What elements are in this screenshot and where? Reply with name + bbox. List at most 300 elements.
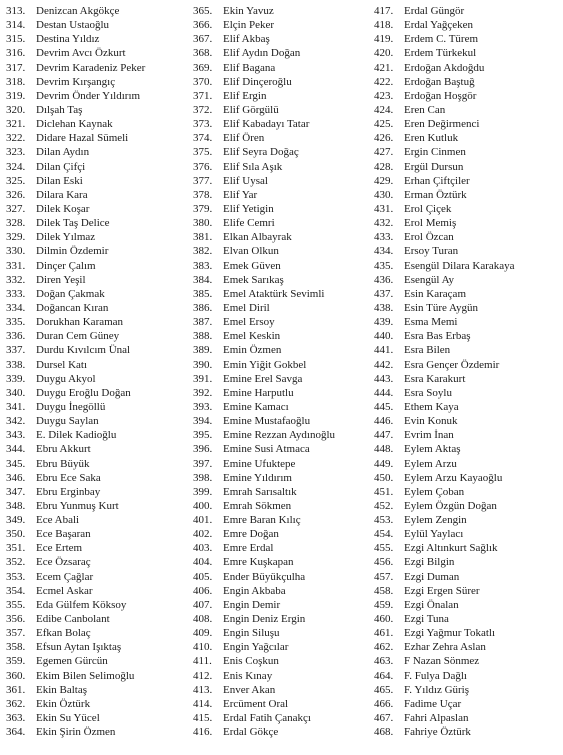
list-item <box>374 103 563 117</box>
list-item-number: 365. <box>193 5 213 17</box>
list-item <box>193 230 401 244</box>
list-item-name: Eylem Zengin <box>404 514 467 527</box>
list-item-name: Doğan Çakmak <box>36 287 105 300</box>
list-item-number: 389. <box>193 344 213 357</box>
list-item-name: Esra Karakurt <box>404 372 466 385</box>
list-item <box>6 160 192 174</box>
list-item-name: Emre Baran Kılıç <box>223 514 301 527</box>
list-item-number: 386. <box>193 301 213 314</box>
list-item-name: Duran Cem Güney <box>36 330 120 343</box>
list-item-name: Devrim Avcı Özkurt <box>36 47 126 60</box>
list-item <box>6 174 192 188</box>
list-item-name: Duygu İnegöllü <box>36 400 106 413</box>
list-item-name: Duygu Eroğlu Doğan <box>36 386 131 399</box>
list-item-name: Devrim Kırşangıç <box>36 75 116 88</box>
list-item <box>374 343 563 357</box>
list-item <box>193 301 401 315</box>
list-item-number: 403. <box>193 542 213 555</box>
list-item <box>6 89 192 103</box>
list-item-number: 335. <box>6 316 26 329</box>
list-item-number: 417. <box>374 5 394 17</box>
list-item-name: Ezhar Zehra Aslan <box>404 641 486 654</box>
list-item-name: Doğancan Kıran <box>36 301 109 314</box>
list-item-number: 350. <box>6 528 26 541</box>
list-item <box>374 513 563 527</box>
list-item-name: Erol Memiş <box>404 217 457 230</box>
list-item-number: 353. <box>6 570 26 583</box>
list-item-number: 314. <box>6 19 26 32</box>
list-item-name: Elif Yar <box>223 188 258 201</box>
list-item-number: 373. <box>193 118 213 131</box>
list-item-name: F. Fulya Dağlı <box>404 669 467 682</box>
list-item <box>193 442 401 456</box>
list-item-name: Elif Seyra Doğaç <box>223 146 299 159</box>
list-item <box>6 541 192 555</box>
list-item-name: Engin Akbaba <box>223 584 286 597</box>
list-item <box>374 315 563 329</box>
list-item-number: 430. <box>374 188 394 201</box>
list-item-number: 377. <box>193 174 213 187</box>
list-item-number: 455. <box>374 542 394 555</box>
list-item-number: 421. <box>374 61 394 74</box>
list-item-number: 388. <box>193 330 213 343</box>
list-item <box>374 46 563 60</box>
list-item-name: Ebru Erginbay <box>36 485 101 498</box>
list-item <box>6 4 192 18</box>
list-item <box>193 18 401 32</box>
list-item-name: Erol Çiçek <box>404 202 452 215</box>
list-item <box>374 145 563 159</box>
list-item-number: 325. <box>6 174 26 187</box>
list-item-name: Eylem Özgün Doğan <box>404 499 497 512</box>
list-item-number: 328. <box>6 217 26 230</box>
list-item-number: 316. <box>6 47 26 60</box>
list-item-name: Dilek Taş Delice <box>36 217 110 230</box>
list-item-number: 395. <box>193 429 213 442</box>
list-item-name: Emine Ufuktepe <box>223 457 296 470</box>
list-item-number: 339. <box>6 372 26 385</box>
list-item-number: 405. <box>193 570 213 583</box>
list-item <box>193 202 401 216</box>
list-item-number: 413. <box>193 683 213 696</box>
list-item <box>6 343 192 357</box>
list-item <box>6 711 192 725</box>
list-item-name: Eylem Arzu <box>404 457 457 470</box>
list-item-name: Engin Siluşu <box>223 627 280 640</box>
list-item-number: 440. <box>374 330 394 343</box>
list-item-number: 326. <box>6 188 26 201</box>
list-item <box>6 244 192 258</box>
list-item-name: Ezgi Yağmur Tokatlı <box>404 627 495 640</box>
list-item-number: 352. <box>6 556 26 569</box>
list-item <box>193 612 401 626</box>
list-item <box>374 442 563 456</box>
list-item <box>6 513 192 527</box>
list-item-number: 443. <box>374 372 394 385</box>
list-item-number: 456. <box>374 556 394 569</box>
list-item-number: 447. <box>374 429 394 442</box>
list-item-number: 429. <box>374 174 394 187</box>
list-item-name: Emrah Sökmen <box>223 499 292 512</box>
list-item-name: Esra Gençer Özdemir <box>404 358 500 371</box>
list-item-number: 343. <box>6 429 26 442</box>
list-item <box>193 725 401 739</box>
list-item-number: 313. <box>6 5 26 17</box>
list-item-number: 423. <box>374 89 394 102</box>
list-item-number: 450. <box>374 471 394 484</box>
list-item <box>374 598 563 612</box>
list-item-number: 408. <box>193 613 213 626</box>
list-item-name: Durdu Kıvılcım Ünal <box>36 344 131 357</box>
list-item <box>6 131 192 145</box>
list-item-name: Duygu Saylan <box>36 415 99 428</box>
list-item-number: 419. <box>374 33 394 46</box>
list-item-number: 390. <box>193 358 213 371</box>
list-item-number: 448. <box>374 443 394 456</box>
list-item-name: Ezgi Ergen Sürer <box>404 584 480 597</box>
list-item-number: 318. <box>6 75 26 88</box>
list-item <box>193 117 401 131</box>
list-item-number: 375. <box>193 146 213 159</box>
list-item <box>193 457 401 471</box>
list-item <box>6 103 192 117</box>
list-item-name: Ergül Dursun <box>404 160 464 173</box>
list-item <box>193 358 401 372</box>
list-item-number: 374. <box>193 132 213 145</box>
list-item-name: Egemen Gürcün <box>36 655 108 668</box>
list-item-number: 446. <box>374 415 394 428</box>
list-item-number: 376. <box>193 160 213 173</box>
list-item-name: Esin Karaçam <box>404 287 466 300</box>
list-item <box>6 626 192 640</box>
list-item-name: Emel Keskin <box>223 330 281 343</box>
list-item <box>193 145 401 159</box>
list-item-number: 345. <box>6 457 26 470</box>
list-item <box>6 400 192 414</box>
list-item-name: Esra Bas Erbaş <box>404 330 471 343</box>
list-item-number: 451. <box>374 485 394 498</box>
list-item-number: 433. <box>374 231 394 244</box>
list-item-name: Eylül Yaylacı <box>404 528 464 541</box>
name-list-column-1 <box>6 4 192 739</box>
list-item-number: 379. <box>193 202 213 215</box>
list-item <box>374 358 563 372</box>
list-item-number: 400. <box>193 499 213 512</box>
list-item-name: Emine Rezzan Aydınoğlu <box>223 429 336 442</box>
list-item-number: 369. <box>193 61 213 74</box>
list-item-name: Emine Yıldırım <box>223 471 292 484</box>
list-item-number: 324. <box>6 160 26 173</box>
list-item-name: Ender Büyükçulha <box>223 570 306 583</box>
list-item-name: Ece Başaran <box>36 528 91 541</box>
list-item-name: Elif Aydın Doğan <box>223 47 301 60</box>
list-item-number: 342. <box>6 415 26 428</box>
list-item-name: Erdoğan Baştuğ <box>404 75 475 88</box>
list-item-name: Erol Özcan <box>404 231 454 244</box>
list-item <box>374 711 563 725</box>
list-item <box>6 414 192 428</box>
list-item-number: 320. <box>6 103 26 116</box>
list-item <box>193 174 401 188</box>
list-item-number: 425. <box>374 118 394 131</box>
list-item-number: 348. <box>6 499 26 512</box>
list-item-number: 384. <box>193 273 213 286</box>
list-item <box>193 499 401 513</box>
list-item <box>374 174 563 188</box>
list-item-number: 383. <box>193 259 213 272</box>
list-item-number: 438. <box>374 301 394 314</box>
list-item-number: 463. <box>374 655 394 668</box>
list-item-name: Erman Öztürk <box>404 188 467 201</box>
list-item <box>374 4 563 18</box>
list-item <box>374 18 563 32</box>
list-item <box>374 75 563 89</box>
list-item-number: 396. <box>193 443 213 456</box>
list-item-number: 382. <box>193 245 213 258</box>
list-item-name: Denizcan Akgökçe <box>36 5 120 17</box>
list-item-number: 437. <box>374 287 394 300</box>
list-item-name: Ezgi Duman <box>404 570 460 583</box>
list-item <box>193 669 401 683</box>
list-item <box>193 654 401 668</box>
list-item-number: 436. <box>374 273 394 286</box>
list-item <box>374 372 563 386</box>
list-item-number: 322. <box>6 132 26 145</box>
list-item <box>6 188 192 202</box>
list-item-number: 420. <box>374 47 394 60</box>
list-item-name: Dilmin Özdemir <box>36 245 109 258</box>
list-item <box>374 216 563 230</box>
list-item <box>374 89 563 103</box>
list-item-number: 461. <box>374 627 394 640</box>
list-item-number: 370. <box>193 75 213 88</box>
list-item-name: Ercüment Oral <box>223 697 289 710</box>
list-item <box>193 61 401 75</box>
list-item-name: Emre Erdal <box>223 542 274 555</box>
list-item <box>6 598 192 612</box>
list-item-number: 431. <box>374 202 394 215</box>
list-item-number: 410. <box>193 641 213 654</box>
list-item-name: Eren Değirmenci <box>404 118 480 131</box>
list-item-name: Erdal Gökçe <box>223 726 279 739</box>
list-item <box>193 598 401 612</box>
list-item-name: Ersoy Turan <box>404 245 459 258</box>
list-item-number: 422. <box>374 75 394 88</box>
list-item <box>374 188 563 202</box>
list-item-name: Esin Türe Aygün <box>404 301 478 314</box>
list-item <box>193 131 401 145</box>
list-item <box>6 287 192 301</box>
list-item <box>193 216 401 230</box>
list-item-number: 416. <box>193 726 213 739</box>
list-item-name: Erhan Çiftçiler <box>404 174 470 187</box>
list-item-name: Ecem Çağlar <box>36 570 94 583</box>
list-item-number: 398. <box>193 471 213 484</box>
list-item <box>374 527 563 541</box>
list-item <box>193 541 401 555</box>
list-item-name: Emrah Sarısaltık <box>223 485 297 498</box>
list-item-number: 462. <box>374 641 394 654</box>
list-item <box>6 725 192 739</box>
list-item <box>193 343 401 357</box>
list-item <box>6 301 192 315</box>
list-item <box>6 216 192 230</box>
list-item-name: Emel Ersoy <box>223 316 275 329</box>
list-item <box>374 612 563 626</box>
list-item-name: Evin Konuk <box>404 415 458 428</box>
list-item <box>193 471 401 485</box>
list-item-name: Enver Akan <box>223 683 276 696</box>
list-item-name: Emin Yiğit Gokbel <box>223 358 307 371</box>
list-item-number: 414. <box>193 697 213 710</box>
list-item-name: Ece Ertem <box>36 542 83 555</box>
list-item <box>193 555 401 569</box>
list-item-number: 442. <box>374 358 394 371</box>
list-item <box>6 230 192 244</box>
list-item-number: 349. <box>6 514 26 527</box>
list-item <box>193 711 401 725</box>
list-item-name: Esra Bilen <box>404 344 451 357</box>
list-item-name: F. Yıldız Güriş <box>404 683 470 696</box>
list-item-name: E. Dilek Kadioğlu <box>36 429 117 442</box>
list-item <box>193 400 401 414</box>
list-item-number: 445. <box>374 400 394 413</box>
list-item-name: Elif Uysal <box>223 174 268 187</box>
list-item-name: Elif Akbaş <box>223 33 270 46</box>
list-item <box>6 570 192 584</box>
list-item-name: Enis Coşkun <box>223 655 279 668</box>
list-item <box>6 117 192 131</box>
list-item <box>374 584 563 598</box>
list-item-name: Diclehan Kaynak <box>36 118 113 131</box>
list-item-name: Elkan Albayrak <box>223 231 292 244</box>
list-item-name: Esra Soylu <box>404 386 452 399</box>
list-item-number: 361. <box>6 683 26 696</box>
list-item-name: Erdoğan Akdoğdu <box>404 61 485 74</box>
list-item-name: Ebru Yunmuş Kurt <box>36 499 119 512</box>
list-item-name: Emine Harputlu <box>223 386 294 399</box>
list-item <box>374 160 563 174</box>
list-item-name: Ece Abali <box>36 514 80 527</box>
list-item-name: Enis Kınay <box>223 669 273 682</box>
list-item <box>374 386 563 400</box>
list-item-name: Duygu Akyol <box>36 372 96 385</box>
list-item <box>6 46 192 60</box>
list-item-name: Elif Yetigin <box>223 202 274 215</box>
list-item-number: 347. <box>6 485 26 498</box>
list-item <box>6 75 192 89</box>
list-item-number: 340. <box>6 386 26 399</box>
list-item-name: Elçin Peker <box>223 19 275 32</box>
list-item-name: Ekin Şirin Özmen <box>36 726 116 739</box>
list-item <box>6 202 192 216</box>
list-item <box>6 32 192 46</box>
list-item-number: 467. <box>374 712 394 725</box>
list-item <box>193 32 401 46</box>
list-item-number: 385. <box>193 287 213 300</box>
list-item-name: Ekin Su Yücel <box>36 712 100 725</box>
list-item-name: Ekin Öztürk <box>36 697 91 710</box>
list-item-name: Ekin Baltaş <box>36 683 88 696</box>
list-item-name: Erdoğan Hoşgör <box>404 89 477 102</box>
list-item <box>193 4 401 18</box>
list-item-number: 427. <box>374 146 394 159</box>
list-item-number: 363. <box>6 712 26 725</box>
list-item-name: Edibe Canbolant <box>36 613 110 626</box>
list-item-number: 315. <box>6 33 26 46</box>
list-item-name: Efsun Aytan Işıktaş <box>36 641 122 654</box>
list-item <box>6 358 192 372</box>
list-item-name: F Nazan Sönmez <box>404 655 480 668</box>
list-item <box>374 725 563 739</box>
list-item-number: 367. <box>193 33 213 46</box>
list-item-number: 435. <box>374 259 394 272</box>
list-item-name: Fadime Uçar <box>404 697 462 710</box>
list-item-name: Ebru Ece Saka <box>36 471 101 484</box>
list-item <box>193 287 401 301</box>
list-item-name: Emek Sarıkaş <box>223 273 284 286</box>
list-item <box>374 202 563 216</box>
list-item <box>374 32 563 46</box>
list-item <box>6 654 192 668</box>
list-item-name: Elife Cemri <box>223 217 275 230</box>
list-item <box>6 683 192 697</box>
list-item-name: Fahri Alpaslan <box>404 712 469 725</box>
list-item-name: Emel Diril <box>223 301 270 314</box>
list-item <box>6 372 192 386</box>
list-item <box>6 61 192 75</box>
list-item-number: 394. <box>193 415 213 428</box>
list-item <box>193 75 401 89</box>
list-item-number: 346. <box>6 471 26 484</box>
list-item-number: 333. <box>6 287 26 300</box>
list-item <box>6 428 192 442</box>
list-item-name: Eylem Aktaş <box>404 443 461 456</box>
list-item-number: 331. <box>6 259 26 272</box>
list-item-number: 351. <box>6 542 26 555</box>
list-item-number: 362. <box>6 697 26 710</box>
list-item-name: Engin Deniz Ergin <box>223 613 306 626</box>
list-item-number: 319. <box>6 89 26 102</box>
list-item <box>374 400 563 414</box>
list-item-number: 444. <box>374 386 394 399</box>
list-item <box>6 315 192 329</box>
list-item-number: 329. <box>6 231 26 244</box>
list-item-number: 355. <box>6 598 26 611</box>
list-item-name: Elif Kabadayı Tatar <box>223 118 310 131</box>
list-item-number: 439. <box>374 316 394 329</box>
list-item-name: Dilek Yılmaz <box>36 231 96 244</box>
list-item <box>374 555 563 569</box>
list-item-number: 392. <box>193 386 213 399</box>
list-item-name: Eda Gülfem Köksoy <box>36 598 127 611</box>
list-item <box>193 428 401 442</box>
list-item-number: 344. <box>6 443 26 456</box>
list-item-name: Dılşah Taş <box>36 103 83 116</box>
list-item-number: 424. <box>374 103 394 116</box>
list-item <box>193 46 401 60</box>
list-item <box>193 244 401 258</box>
list-item <box>374 471 563 485</box>
list-item-name: Dorukhan Karaman <box>36 316 124 329</box>
list-item <box>374 117 563 131</box>
list-item-number: 334. <box>6 301 26 314</box>
list-item-name: Ezgi Altınkurt Sağlık <box>404 542 498 555</box>
list-item-name: Elvan Olkun <box>223 245 279 258</box>
list-item-name: Erdal Yağçeken <box>404 19 474 32</box>
list-item <box>193 188 401 202</box>
list-item-number: 457. <box>374 570 394 583</box>
